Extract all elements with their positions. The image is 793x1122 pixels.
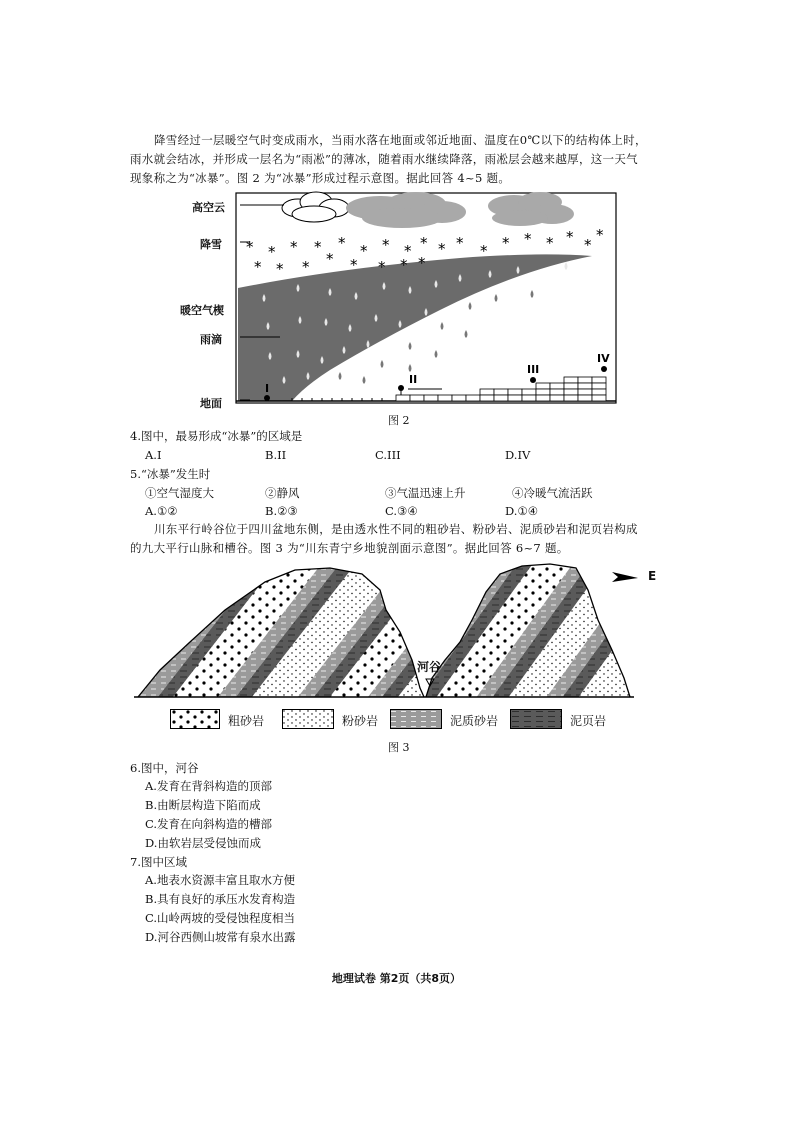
figure-2-caption: 图 2: [388, 414, 410, 427]
point-I-marker: [264, 395, 270, 401]
intro-paragraph-2: [130, 520, 638, 558]
q5-option-a: A.①②: [145, 504, 178, 518]
direction-label: E: [648, 569, 657, 583]
landform-profile-diagram: [130, 560, 670, 700]
snowflake-icon: *: [480, 242, 488, 260]
point-IV-label: IV: [597, 352, 610, 365]
snowflake-icon: *: [584, 236, 592, 254]
snowflake-icon: *: [382, 236, 390, 254]
snowflake-icon: *: [404, 242, 412, 260]
snowflake-icon: *: [302, 258, 310, 276]
snowflake-icon: *: [456, 234, 464, 252]
legend-shale-label: 泥页岩: [570, 714, 607, 728]
q7-stem: 7.图中区域: [130, 855, 187, 869]
legend-silt-label: 粉砂岩: [342, 714, 379, 728]
q4-option-d: D.IV: [505, 448, 531, 462]
snowflake-icon: *: [596, 226, 604, 244]
snowflake-icon: *: [268, 243, 276, 261]
east-arrow-icon: [612, 572, 638, 582]
q5-option-c: C.③④: [385, 504, 418, 518]
snowflake-icon: *: [378, 258, 386, 276]
legend-coarse-label: 粗砂岩: [228, 714, 265, 728]
cloud-center-icon: [346, 192, 466, 228]
q6-option-a: A.发育在背斜构造的顶部: [145, 779, 272, 793]
valley-label: 河谷: [417, 660, 442, 674]
intro1-line3: 现象称之为“冰暴”。图 2 为“冰暴”形成过程示意图。据此回答 4~5 题。: [130, 171, 511, 185]
intro-paragraph-1: [130, 131, 647, 188]
label-ground: 地面: [200, 397, 222, 410]
legend-shale-swatch: [510, 709, 562, 729]
snowflake-icon: *: [360, 242, 368, 260]
legend-silt-swatch: [282, 709, 334, 729]
snowflake-icon: *: [350, 256, 358, 274]
q5-item-1: ①空气湿度大: [145, 486, 214, 500]
point-III-label: III: [527, 363, 540, 376]
q7-option-a: A.地表水资源丰富且取水方便: [145, 873, 295, 887]
figure-3-legend: [170, 707, 630, 733]
q4-option-c: C.III: [375, 448, 401, 462]
snowflake-icon: *: [246, 238, 254, 256]
figure-3-caption: 图 3: [388, 741, 410, 754]
q4-stem: 4.图中，最易形成“冰暴”的区域是: [130, 429, 303, 443]
snowflake-icon: *: [290, 238, 298, 256]
intro1-line1: 降雪经过一层暖空气时变成雨水，当雨水落在地面或邻近地面、温度在0℃以下的结构体上时，: [154, 133, 647, 147]
q5-item-4: ④冷暖气流活跃: [512, 486, 593, 500]
q5-stem: 5.“冰暴”发生时: [130, 467, 211, 481]
q6-option-d: D.由软岩层受侵蚀而成: [145, 836, 261, 850]
label-high-cloud: 高空云: [192, 201, 225, 214]
q4-option-b: B.II: [265, 448, 287, 462]
snowflake-icon: *: [276, 260, 284, 278]
snowflake-icon: *: [326, 250, 334, 268]
figure-2: [180, 190, 630, 410]
snowflake-icon: *: [524, 230, 532, 248]
point-III-marker: [530, 377, 536, 383]
ice-storm-diagram: [180, 190, 630, 406]
intro2-line1: 川东平行岭谷位于四川盆地东侧，是由透水性不同的粗砂岩、粉砂岩、泥质砂岩和泥页岩构成: [154, 522, 638, 536]
q4-option-a: A.I: [145, 448, 162, 462]
snowflake-icon: *: [420, 234, 428, 252]
cloud-left-icon: [282, 192, 349, 222]
intro1-line2: 雨水就会结冰，并形成一层名为“雨凇”的薄冰，随着雨水继续降落，雨凇层会越来越厚，这一天气: [130, 152, 638, 166]
q7-option-c: C.山岭两坡的受侵蚀程度相当: [145, 911, 296, 925]
snowflake-icon: *: [502, 234, 510, 252]
q5-item-3: ③气温迅速上升: [385, 486, 466, 500]
q5-item-2: ②静风: [265, 486, 300, 500]
point-I-label: I: [265, 382, 270, 395]
cloud-right-icon: [488, 192, 574, 226]
snowflake-icon: *: [546, 234, 554, 252]
q7-option-d: D.河谷西侧山坡常有泉水出露: [145, 930, 296, 944]
snowflake-icon: *: [400, 256, 408, 274]
snow-group: [246, 226, 604, 278]
snowflake-icon: *: [338, 234, 346, 252]
snowflake-icon: *: [438, 240, 446, 258]
label-snowfall: 降雪: [200, 238, 222, 251]
page-footer: 地理试卷 第2页（共8页）: [331, 972, 462, 985]
snowflake-icon: *: [418, 254, 426, 272]
q6-option-b: B.由断层构造下陷而成: [145, 798, 261, 812]
q5-option-d: D.①④: [505, 504, 539, 518]
snowflake-icon: *: [254, 258, 262, 276]
q7-option-b: B.具有良好的承压水发育构造: [145, 892, 296, 906]
label-warm-air-wedge: 暖空气楔: [180, 304, 224, 317]
point-IV-marker: [601, 366, 607, 372]
legend-coarse-swatch: [170, 709, 220, 729]
snowflake-icon: *: [566, 228, 574, 246]
q6-stem: 6.图中，河谷: [130, 761, 199, 775]
q6-option-c: C.发育在向斜构造的槽部: [145, 817, 273, 831]
q5-option-b: B.②③: [265, 504, 298, 518]
legend-muddy-swatch: [390, 709, 442, 729]
label-raindrops: 雨滴: [200, 333, 222, 346]
intro2-line2: 的九大平行山脉和槽谷。图 3 为“川东青宁乡地貌剖面示意图”。据此回答 6~7 题。: [130, 541, 569, 555]
legend-muddy-label: 泥质砂岩: [450, 714, 499, 728]
figure-3: [130, 560, 670, 700]
snowflake-icon: *: [314, 238, 322, 256]
point-II-label: II: [409, 373, 418, 386]
